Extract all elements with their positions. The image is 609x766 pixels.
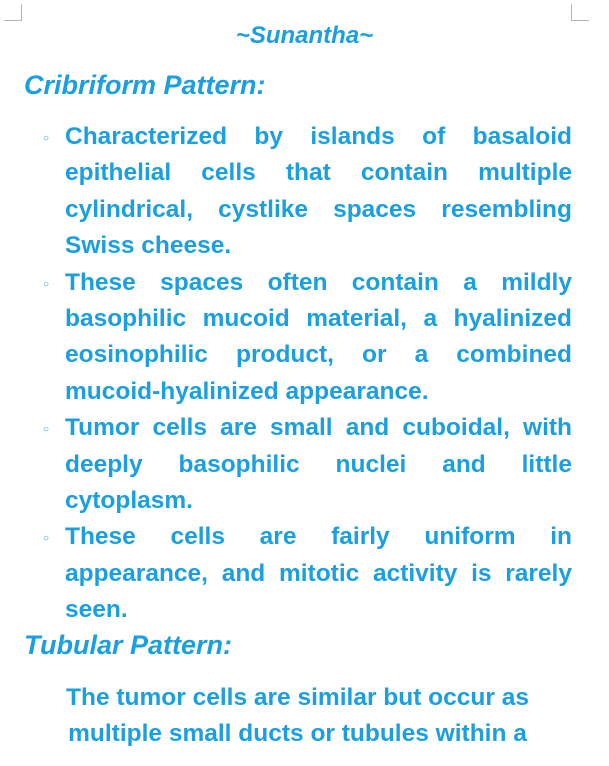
section-heading-tubular: Tubular Pattern: (24, 630, 233, 660)
hollow-circle-bullet-icon: ○ (43, 533, 50, 545)
list-item (0, 119, 572, 265)
list-item (0, 519, 572, 628)
hollow-circle-bullet-icon: ○ (43, 278, 50, 290)
list-item (0, 265, 572, 411)
list-item-text: These cells are fairly uniform in appearance, and mitotic activity is rarely seen. (65, 523, 572, 624)
list-item (0, 410, 572, 519)
section-heading-cribriform: Cribriform Pattern: (24, 70, 266, 100)
author-name: ~Sunantha~ (235, 22, 374, 49)
tubular-paragraph: The tumor cells are similar but occur as multiple small ducts or tubules within a (66, 684, 529, 747)
crop-mark-top-right (571, 4, 589, 21)
hollow-circle-bullet-icon: ○ (43, 424, 50, 436)
crop-mark-top-left (4, 4, 22, 21)
list-item-text: These spaces often contain a mildly basophilic mucoid material, a hyalinized eosinophilic product, or a combined mucoid-hyalinized appearance. (65, 268, 572, 405)
list-item-text: Characterized by islands of basaloid epithelial cells that contain multiple cylindrical, cystlike spaces resembling Swiss cheese. (65, 123, 572, 260)
cribriform-bullet-list (0, 119, 609, 629)
hollow-circle-bullet-icon: ○ (43, 133, 50, 144)
list-item-text: Tumor cells are small and cuboidal, with deeply basophilic nuclei and little cytoplasm. (65, 414, 572, 515)
